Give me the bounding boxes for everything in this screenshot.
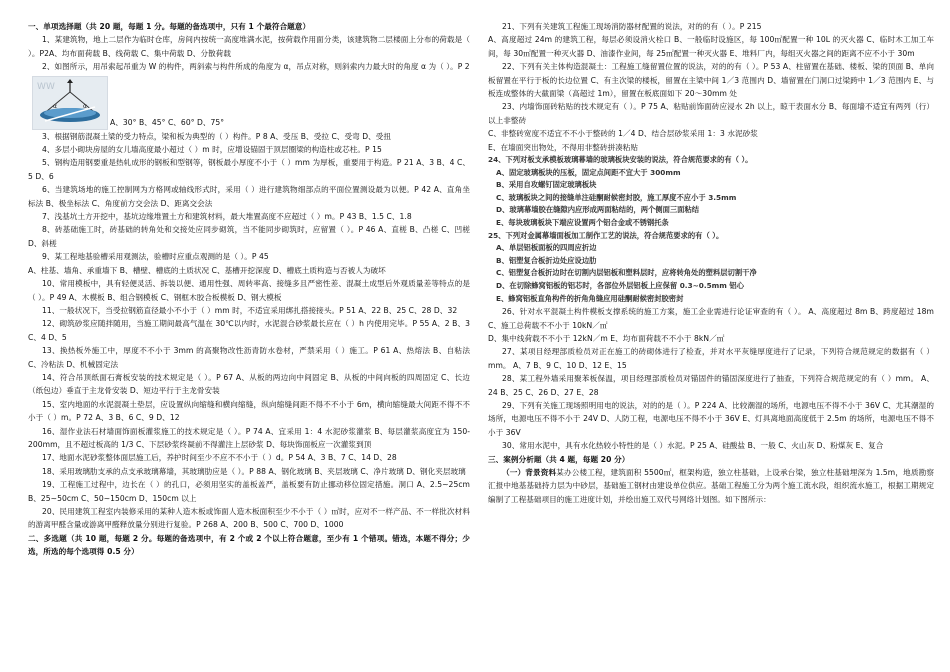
- crane-lifting-figure: [32, 76, 108, 130]
- blurred-question-line: A、单层铝板面板的四周应折边: [496, 243, 597, 253]
- question-line: 21、下列有关建筑工程施工现场消防器材配置的说法，对的的有（ ）。P 215: [502, 22, 762, 31]
- left-column: [28, 20, 470, 559]
- question-line: 4、多层小砌块房屋的女儿墙高度最小超过（ ）m 时，应增设锚固于顶层圈梁的构造柱或芯柱。P 15: [42, 145, 382, 155]
- blurred-question-line: 25、下列对金属幕墙面板加工制作工艺的说法，符合规范要求的有（ ）。: [488, 230, 724, 240]
- question-line: [488, 466, 934, 506]
- case-lead: （一）背景资料: [502, 468, 557, 478]
- question-line: [28, 74, 470, 130]
- blurred-question-line: B、采用自攻螺钉固定玻璃板块: [496, 180, 597, 190]
- question-line: 30、常用水泥中，具有水化热较小特性的是（ ）水泥。P 25 A、硅酸盐 B、一般 C、火山灰 D、粉煤灰 E、复合: [502, 441, 884, 451]
- blurred-question-line: D、玻璃幕墙胶在缝隙内应形成两面粘结的，两个侧面三面粘结: [496, 205, 700, 215]
- question-line: 17、地面水泥砂浆整体面层施工后，养护时间至少不应不不小于（ ）d。P 54 A、3 B、7 C、14 D、28: [42, 453, 397, 463]
- question-line: 23、内墙饰面砖粘贴的技术规定有（ ）。P 75 A、粘贴前饰面砖应浸水 2h 以上，晾干表面水分 B、每面墙不适宜有两列（行）以上非整砖: [488, 102, 934, 125]
- question-line: 12、砌筑砂浆应随拌随用，当施工期间最高气温在 30℃以内时，水泥混合砂浆最长应在（ ）h 内使用完毕。P 55 A、2 B、3 C、4 D、5: [28, 319, 470, 342]
- question-line: 9、某工程地基验槽采用观测法，验槽时应重点观测的是（ ）。P 45: [42, 252, 269, 262]
- blurred-question-line: D、在切除蜂窝铝板的铝芯时，各部位外层铝板上应保留 0.3~0.5mm 铝心: [496, 281, 745, 290]
- question-line: 3、根据钢筋混凝土梁的受力特点，梁和板为典型的（ ）构件。P 8 A、受压 B、受拉 C、受弯 D、受扭: [42, 131, 392, 141]
- question-line: 2、如图所示，用吊索起吊重为 W 的构件，两斜索与构件所成的角度为 α，吊点对称，则斜索内力最大时的角度 α 为（ ）。P 2: [42, 62, 470, 72]
- question-line: 27、某项目经理部质检员对正在施工的砖砌体进行了检查，并对水平灰缝厚度进行了记录，下列符合规范规定的数据有（ ）mm。 A、7 B、9 C、10 D、12 E、15: [488, 347, 934, 370]
- question-line: 5、钢构造用钢要重是热轧成形的钢板和型钢等，钢板最小厚度不小于（ ）mm 为厚板，重要用于构造。P 21 A、3 B、4 C、5 D、6: [28, 158, 470, 181]
- question-line: 8、砖基础施工时，砖基础的转角处和交接处应同步砌筑，当不能同步砌筑时，应留置（ ）。P 46 A、直槎 B、凸槎 C、凹槎 D、斜槎: [28, 225, 470, 248]
- question-line: C、非整砖宽度不适宜不不小于整砖的 1／4 D、结合层砂浆采用 1：3 水泥砂浆: [488, 129, 758, 139]
- question-line: 11、一般状况下，当受拉钢筋直径最小不小于（ ）mm 时，不适宜采用绑扎搭接接头。P 51 A、22 B、25 C、28 D、32: [42, 305, 458, 315]
- section-heading: 三、案例分析题（共 4 题，每题 20 分）: [488, 454, 630, 464]
- question-line: 6、当建筑场地的施工控制网为方格网或轴线形式时，采用（ ）进行建筑物细部点的平面位置测设最为以便。P 42 A、直角坐标法 B、极坐标法 C、角度前方交会法 D、距离交会法: [28, 185, 470, 208]
- question-line: 1、某建筑物，地上二层作为临时仓库，房间内按统一高度堆满水泥，按荷载作用面分类，该建筑物二层楼面上分布的荷载是（ ）。P2A、均布面荷载 B、线荷载 C、集中荷载 D、分散荷载: [28, 35, 470, 58]
- blurred-question-line: 24、下列对板支承模板玻璃幕墙的玻璃板块安装的说法，符合规范要求的有（ ）。: [488, 155, 753, 165]
- blurred-question-line: C、铝塑复合板折边时在切割内层铝板和塑料层时，应将转角处的塑料层切割干净: [496, 268, 757, 278]
- blurred-question-line: E、蜂窝铝板直角构件的折角角缝应用硅酮耐候密封胶密封: [496, 293, 684, 303]
- question-line: 7、浅基坑土方开挖中，基坑边缘堆置土方和建筑材料，最大堆置高度不应超过（ ）m。P 43 B、1.5 C、1.8: [42, 212, 412, 222]
- section-heading: 一、单项选择题（共 20 题，每题 1 分。每题的备选项中，只有 1 个最符合题意）: [28, 22, 311, 31]
- blurred-question-line: C、玻璃板块之间的接缝单注硅酮耐候密封胶，施工厚度不应小于 3.5mm: [496, 192, 737, 202]
- blurred-question-line: B、铝塑复合板折边处应设边肋: [496, 255, 597, 265]
- question-line: D、集中线荷载不不小于 12kN／m E、均布面荷载不不小于 8kN／㎡: [488, 334, 725, 343]
- question-line: 29、下列有关施工现场照明用电的说法，对的的是（ ）。P 224 A、比较潮湿的场所，电源电压不得不小于 36V C、尤其潮湿的场所，电源电压不得不小于 24V D、人防工程，电源电压不得不小于 36V E、灯具离地面高度低于 2.5m 的场所，电源电压不得不小于 36V: [488, 401, 934, 437]
- case-body: 某办公楼工程，建筑面积 5500㎡，框架构造，独立柱基础，上设承台梁，独立柱基础埋深为 1.5m，地质勘察汇报中地基基础持力层为中砂层，基础施工钢材由建设单位供应。基础工程施工分为两个施工流水段，组织流水施工，根据工期规定编制了工程基础项目的施工进度计划，并绘出施工双代号网络计划图。如下图所示：: [488, 468, 934, 504]
- svg-text:α: α: [83, 102, 88, 110]
- question-line: 28、某工程外墙采用聚苯板保温，项目经理部质检员对锚固件的锚固深度进行了抽查，下列符合规范规定的有（ ）mm。 A、24 B、25 C、26 D、27 E、28: [488, 374, 934, 397]
- question-line: 19、工程施工过程中，边长在（ ）的孔口，必须用坚实的盖板盖严，盖板要有防止挪动移位固定措施。洞口 A、2.5~25cm B、25~50cm C、50~150cm D、150cm 以上: [28, 480, 470, 503]
- question-line: E、在墙面突出物处，不得用非整砖拼凑粘贴: [488, 142, 639, 152]
- question-line: 10、常用模板中，具有轻便灵活、拆装以便、通用性强、周转率高、接缝多且严密性差、混凝土成型后外观质量差等特点的是（ ）。P 49 A、木模板 B、组合钢模板 C、钢框木胶合板模板 D、钢大模板: [28, 279, 470, 302]
- question-line: 18、采用玻璃肋支承的点支承玻璃幕墙，其玻璃肋应是（ ）。P 88 A、钢化玻璃 B、夹层玻璃 C、净片玻璃 D、钢化夹层玻璃: [42, 466, 466, 476]
- question-line: 20、民用建筑工程室内装修采用的某种人造木板或饰面人造木板面积至少不小于（ ）㎡时，应对不一样产品、不一样批次材料的游离甲醛含量或游离甲醛释放量分别进行复验。P 268 A、200 B、500 C、700 D、1000: [28, 507, 470, 530]
- question-line: A、高度超过 24m 的建筑工程，每层必须设消火栓口 B、一般临时设施区，每 100㎡配置一种 10L 的灭火器 C、临时木工加工车间，每 30㎡配置一种灭火器 D、油漆作业间，每 25㎡配置一种灭火器 E、堆料厂内，每组灭火器之间的距离不应不小于 30m: [488, 35, 934, 58]
- svg-text:α: α: [53, 102, 58, 110]
- question-line: A、柱基、墙角、承重墙下 B、槽壁、槽底的土质状况 C、基槽开挖深度 D、槽底土质构造与否被人为破坏: [28, 265, 386, 275]
- section-heading: 二、多选题（共 10 题，每题 2 分。每题的备选项中，有 2 个或 2 个以上符合题意，至少有 1 个错项。错选，本题不得分；少选，所选的每个选项得 0.5 分）: [28, 533, 470, 557]
- question-line: 22、下列有关主体构造混凝土：工程施工缝留置位置的说法，对的的有（ ）。P 53 A、柱留置在基础、楼板、梁的顶面 B、单向板留置在平行于板的长边位置 C、有主次梁的楼板，留置在主梁中间 1／3 范围内 D、墙留置在门洞口过梁跨中 1／3 范围内 E、与板连成整体的大截面梁（高超过 1m），留置在板底面如下 20～30mm 处: [488, 62, 934, 99]
- question-line: 16、湿作业法石材墙面饰面板灌浆施工的技术规定是（ ）。P 74 A、宜采用 1：4 水泥砂浆灌浆 B、每层灌浆高度宜为 150-200mm，且不超过板高的 1/3 C、下层砂浆终凝前不得灌注上层砂浆 D、每块饰面板应一次灌浆到顶: [28, 426, 470, 449]
- question-line: 15、室内地面的水泥混凝土垫层，应设置纵向缩缝和横向缩缝，纵向缩缝间距不得不不小于 6m，横向缩缝最大间距不得不不小于（ ）m。P 72 A、3 B、6 C、9 D、12: [28, 399, 470, 423]
- blurred-question-line: A、固定玻璃板块的压板，固定点间距不宜大于 300mm: [496, 167, 681, 177]
- question-line: 26、针对水平混凝土构件模板支撑系统的施工方案，施工企业需进行论证审查的有（ ）。 A、高度超过 8m B、跨度超过 18m C、施工总荷载不不小于 10kN／㎡: [488, 307, 934, 330]
- svg-text:WW: WW: [37, 81, 55, 92]
- figure-options: A、30° B、45° C、60° D、75°: [110, 118, 225, 128]
- blurred-question-line: E、每块玻璃板块下端应设置两个铝合金或不锈钢托条: [496, 218, 669, 228]
- right-column: [488, 20, 934, 506]
- question-line: 13、换热板外施工中，厚度不不小于 3mm 的高聚物改性沥青防水卷材，严禁采用（ ）施工。P 61 A、热熔法 B、自粘法 C、冷粘法 D、机械固定法: [28, 346, 470, 369]
- question-line: 14、符合吊顶纸面石膏板安装的技术规定是（ ）。P 67 A、从板的两边向中间固定 B、从板的中间向板的四周固定 C、长边（纸包边）垂直于主龙骨安装 D、短边平行于主龙骨安装: [28, 372, 470, 396]
